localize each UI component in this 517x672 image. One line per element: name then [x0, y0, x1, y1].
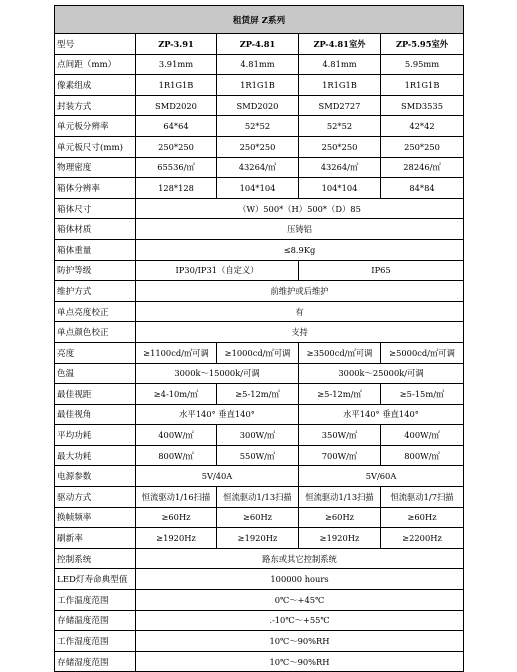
table-row [55, 425, 464, 446]
row-value: 5V/40A [136, 466, 299, 487]
row-value: 10℃～90%RH [136, 631, 464, 652]
row-value: 水平140° 垂直140° [299, 404, 464, 425]
table-row [55, 136, 464, 157]
row-value: 有 [136, 301, 464, 322]
table-row [55, 384, 464, 405]
row-label: 点间距（mm） [55, 54, 136, 75]
table-row [55, 116, 464, 137]
row-label: 维护方式 [55, 281, 136, 302]
row-value: 水平140° 垂直140° [136, 404, 299, 425]
row-value: ≥60Hz [136, 507, 217, 528]
row-value: 10℃～90%RH [136, 651, 464, 672]
spec-table [54, 5, 464, 672]
row-label: 电源参数 [55, 466, 136, 487]
table-row [55, 219, 464, 240]
row-value: ZP-4.81 [217, 34, 299, 55]
row-label: 工作温度范围 [55, 590, 136, 611]
row-label: 色温 [55, 363, 136, 384]
table-row [55, 466, 464, 487]
row-value: 恒流驱动1/7扫描 [381, 487, 464, 508]
row-value: SMD2727 [299, 95, 381, 116]
row-value: 压铸铝 [136, 219, 464, 240]
row-value: ≥5-15m/㎡ [381, 384, 464, 405]
row-value: 3.91mm [136, 54, 217, 75]
row-label: 存储湿度范围 [55, 651, 136, 672]
row-value: 42*42 [381, 116, 464, 137]
row-value: 250*250 [217, 136, 299, 157]
row-label: 刷新率 [55, 528, 136, 549]
row-value: 104*104 [217, 178, 299, 199]
row-label: 最佳视角 [55, 404, 136, 425]
row-label: 封装方式 [55, 95, 136, 116]
row-value: 路东或其它控制系统 [136, 548, 464, 569]
table-row [55, 590, 464, 611]
row-value: ≥60Hz [217, 507, 299, 528]
row-value: 84*84 [381, 178, 464, 199]
row-value: 43264/㎡ [217, 157, 299, 178]
row-label: 箱体材质 [55, 219, 136, 240]
row-value: 65536/㎡ [136, 157, 217, 178]
row-value: 5.95mm [381, 54, 464, 75]
row-value: ≥2200Hz [381, 528, 464, 549]
table-row [55, 404, 464, 425]
row-value: 250*250 [136, 136, 217, 157]
row-value: ≥1920Hz [299, 528, 381, 549]
row-label: 像素组成 [55, 75, 136, 96]
row-value: ≥1920Hz [136, 528, 217, 549]
table-row [55, 322, 464, 343]
table-row [55, 239, 464, 260]
row-label: 工作湿度范围 [55, 631, 136, 652]
row-value: ≤8.9Kg [136, 239, 464, 260]
row-value: 5V/60A [299, 466, 464, 487]
table-row [55, 528, 464, 549]
table-row [55, 507, 464, 528]
table-row [55, 157, 464, 178]
row-value: 支持 [136, 322, 464, 343]
table-row [55, 342, 464, 363]
table-row [55, 198, 464, 219]
row-value: IP30/IP31（自定义） [136, 260, 299, 281]
row-value: SMD2020 [217, 95, 299, 116]
row-value: 52*52 [299, 116, 381, 137]
row-value: ≥1000cd/㎡可调 [217, 342, 299, 363]
table-row [55, 54, 464, 75]
row-value: 350W/㎡ [299, 425, 381, 446]
row-label: 单点颜色校正 [55, 322, 136, 343]
row-value: 64*64 [136, 116, 217, 137]
row-label: 箱体尺寸 [55, 198, 136, 219]
row-value: ≥4-10m/㎡ [136, 384, 217, 405]
row-value: 前维护或后维护 [136, 281, 464, 302]
row-label: 平均功耗 [55, 425, 136, 446]
row-value: 3000k～25000k/可调 [299, 363, 464, 384]
row-label: 箱体分辨率 [55, 178, 136, 199]
row-value: 400W/㎡ [136, 425, 217, 446]
row-label: 存储温度范围 [55, 610, 136, 631]
table-row [55, 487, 464, 508]
table-row [55, 363, 464, 384]
row-value: 恒流驱动1/13扫描 [299, 487, 381, 508]
row-value: 1R1G1B [299, 75, 381, 96]
table-row [55, 75, 464, 96]
row-value: 104*104 [299, 178, 381, 199]
table-title: 租赁屏 Z系列 [55, 6, 464, 34]
row-value: ZP-5.95室外 [381, 34, 464, 55]
row-value: 300W/㎡ [217, 425, 299, 446]
row-label: 型号 [55, 34, 136, 55]
row-value: 4.81mm [217, 54, 299, 75]
table-row [55, 548, 464, 569]
row-label: 单元板尺寸(mm) [55, 136, 136, 157]
row-value: 550W/㎡ [217, 445, 299, 466]
row-value: 3000k～15000k/可调 [136, 363, 299, 384]
table-row [55, 445, 464, 466]
row-value: SMD3535 [381, 95, 464, 116]
table-row [55, 178, 464, 199]
row-label: 单元板分辨率 [55, 116, 136, 137]
table-row [55, 651, 464, 672]
row-value: 128*128 [136, 178, 217, 199]
row-value: 28246/㎡ [381, 157, 464, 178]
spec-sheet [54, 5, 463, 672]
row-label: 亮度 [55, 342, 136, 363]
row-value: 800W/㎡ [136, 445, 217, 466]
title-row [55, 6, 464, 34]
row-label: 箱体重量 [55, 239, 136, 260]
row-label: LED灯寿命典型值 [55, 569, 136, 590]
row-value: ≥3500cd/㎡可调 [299, 342, 381, 363]
table-row [55, 569, 464, 590]
row-label: 控制系统 [55, 548, 136, 569]
table-row [55, 610, 464, 631]
row-label: 防护等级 [55, 260, 136, 281]
table-row [55, 301, 464, 322]
row-value: ZP-3.91 [136, 34, 217, 55]
row-label: 最佳视距 [55, 384, 136, 405]
table-row [55, 95, 464, 116]
row-value: 1R1G1B [217, 75, 299, 96]
row-value: 100000 hours [136, 569, 464, 590]
table-row [55, 260, 464, 281]
row-value: ≥5000cd/㎡可调 [381, 342, 464, 363]
row-value: 1R1G1B [381, 75, 464, 96]
row-value: （W）500*（H）500*（D）85 [136, 198, 464, 219]
row-label: 驱动方式 [55, 487, 136, 508]
row-label: 单点亮度校正 [55, 301, 136, 322]
row-value: ≥1920Hz [217, 528, 299, 549]
row-label: 物理密度 [55, 157, 136, 178]
table-row [55, 281, 464, 302]
row-value: ≥60Hz [299, 507, 381, 528]
row-value: ≥5-12m/㎡ [299, 384, 381, 405]
row-value: ≥60Hz [381, 507, 464, 528]
row-value: ≥5-12m/㎡ [217, 384, 299, 405]
row-value: 1R1G1B [136, 75, 217, 96]
row-value: 800W/㎡ [381, 445, 464, 466]
row-value: ≥1100cd/㎡可调 [136, 342, 217, 363]
row-value: 43264/㎡ [299, 157, 381, 178]
row-value: 700W/㎡ [299, 445, 381, 466]
row-value: 0℃～+45℃ [136, 590, 464, 611]
row-value: 4.81mm [299, 54, 381, 75]
row-value: 250*250 [381, 136, 464, 157]
table-row [55, 631, 464, 652]
row-label: 换帧频率 [55, 507, 136, 528]
row-value: IP65 [299, 260, 464, 281]
row-value: ZP-4.81室外 [299, 34, 381, 55]
row-value: 恒流驱动1/13扫描 [217, 487, 299, 508]
row-value: 恒流驱动1/16扫描 [136, 487, 217, 508]
row-value: SMD2020 [136, 95, 217, 116]
row-value: 250*250 [299, 136, 381, 157]
row-label: 最大功耗 [55, 445, 136, 466]
row-value: 400W/㎡ [381, 425, 464, 446]
table-row [55, 34, 464, 55]
row-value: 52*52 [217, 116, 299, 137]
row-value: .-10℃～+55℃ [136, 610, 464, 631]
